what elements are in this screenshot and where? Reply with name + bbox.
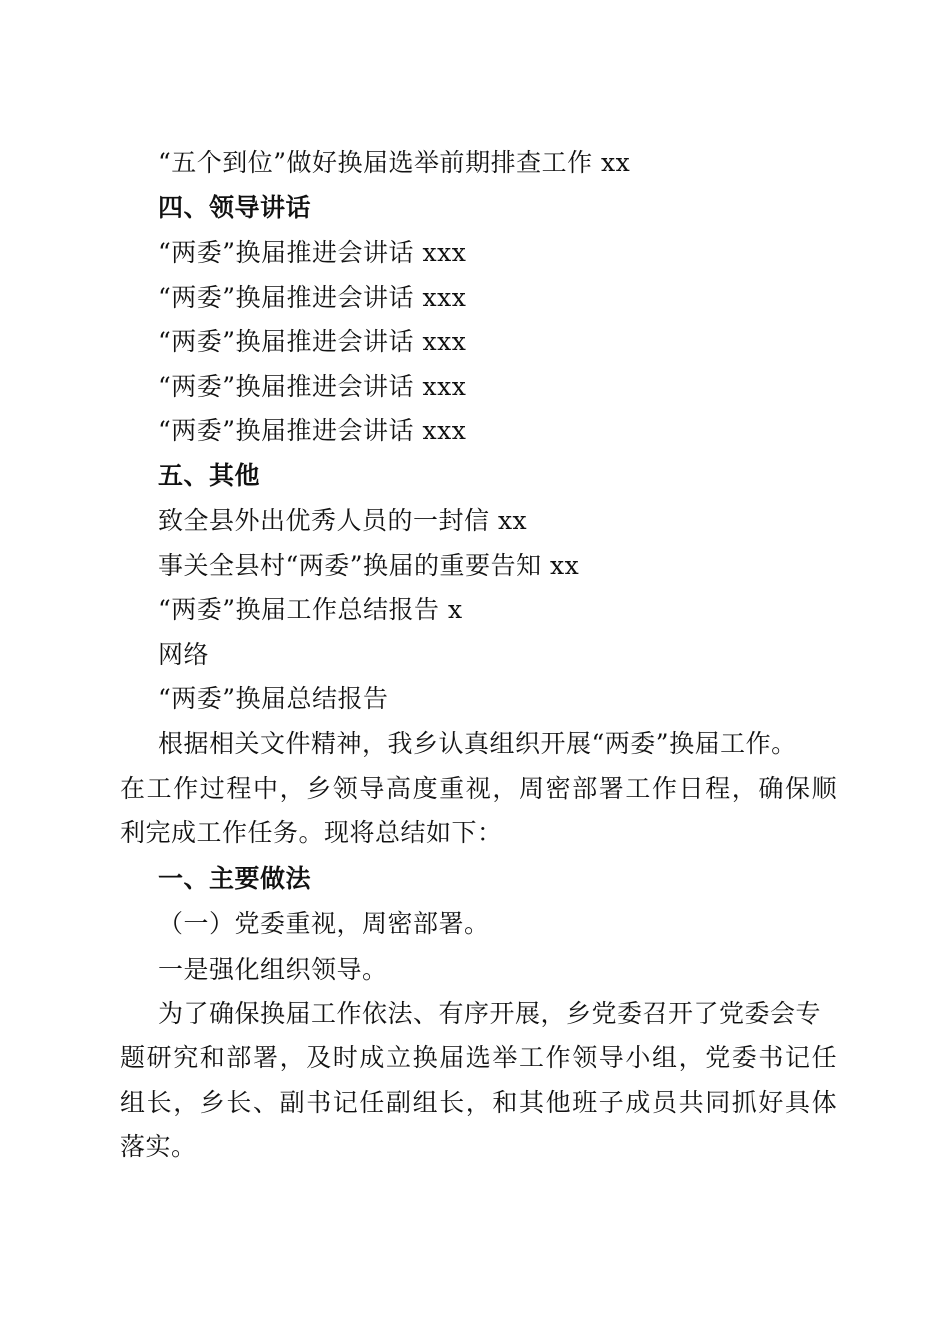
item-line: “两委”换届推进会讲话 xxx — [158, 327, 467, 356]
subsection-line: 一是强化组织领导。 — [158, 955, 388, 984]
paragraph-line: 为了确保换届工作依法、有序开展，乡党委召开了党委会专 — [158, 999, 822, 1028]
item-line: “两委”换届推进会讲话 xxx — [158, 416, 467, 445]
section-heading: 一、主要做法 — [158, 864, 312, 893]
section-heading: 四、领导讲话 — [158, 193, 312, 222]
paragraph-line: 利完成工作任务。现将总结如下： — [120, 818, 503, 847]
item-line: 网络 — [158, 640, 210, 669]
paragraph-line: 在工作过程中，乡领导高度重视，周密部署工作日程，确保顺 — [120, 774, 839, 803]
item-line: “两委”换届推进会讲话 xxx — [158, 238, 467, 267]
paragraph-line: 组长，乡长、副书记任副组长，和其他班子成员共同抓好具体 — [120, 1088, 839, 1117]
item-line: “两委”换届工作总结报告 x — [158, 595, 463, 624]
item-line: “两委”换届推进会讲话 xxx — [158, 372, 467, 401]
paragraph-line: 落实。 — [120, 1132, 197, 1161]
section-heading: 五、其他 — [158, 461, 261, 490]
subsection-heading: （一）党委重视，周密部署。 — [158, 909, 490, 938]
item-line: “两委”换届推进会讲话 xxx — [158, 283, 467, 312]
item-line: 事关全县村“两委”换届的重要告知 xx — [158, 551, 580, 580]
paragraph-line: 题研究和部署，及时成立换届选举工作领导小组，党委书记任 — [120, 1043, 839, 1072]
item-line: “五个到位”做好换届选举前期排查工作 xx — [158, 148, 631, 177]
item-line: 致全县外出优秀人员的一封信 xx — [158, 506, 528, 535]
report-title: “两委”换届总结报告 — [158, 684, 389, 713]
paragraph-line: 根据相关文件精神，我乡认真组织开展“两委”换届工作。 — [158, 729, 797, 758]
